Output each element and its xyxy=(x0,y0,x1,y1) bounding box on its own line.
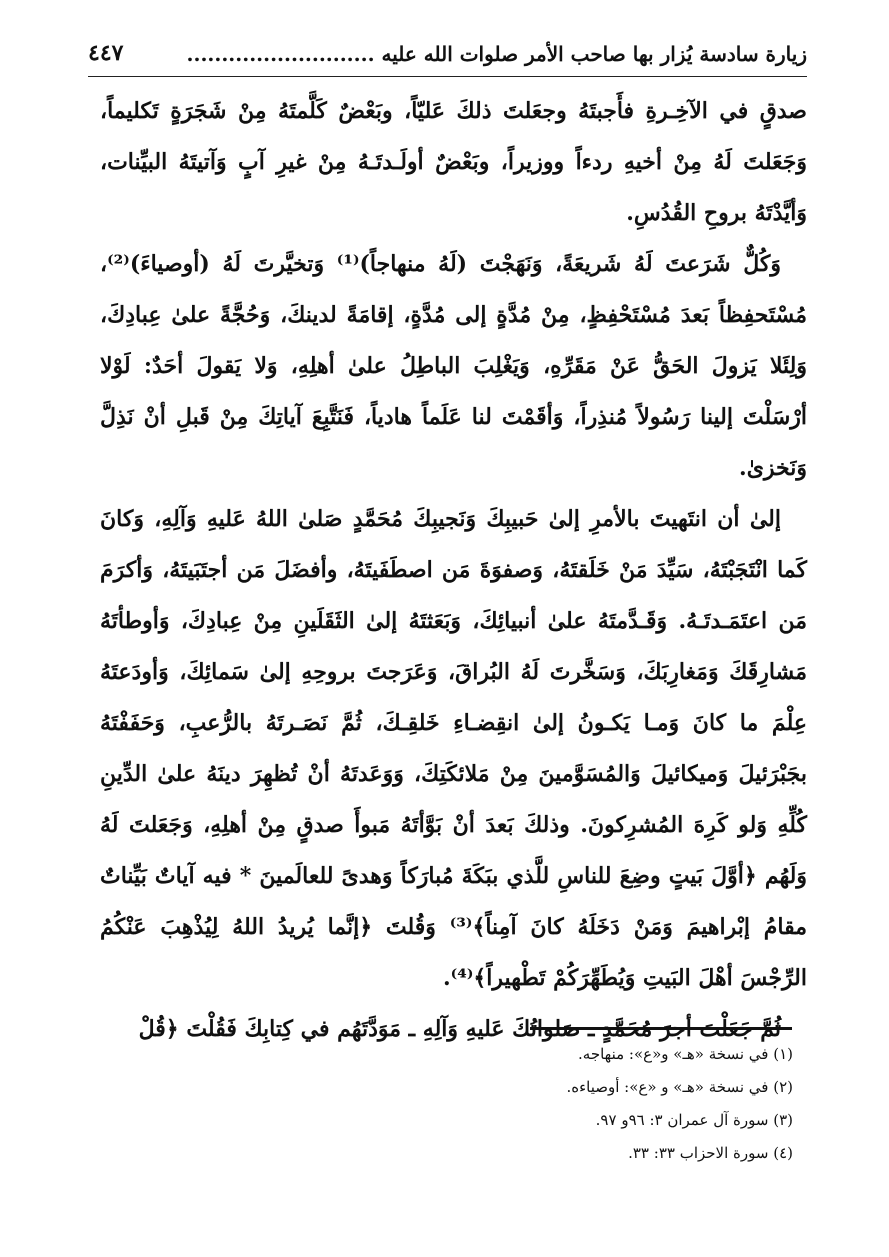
page-header xyxy=(88,36,807,77)
page-number: ٤٤٧ xyxy=(88,40,124,66)
footnote-1: (١) في نسخة «هـ» و«ع»: منهاجه. xyxy=(578,1045,793,1063)
footnote-2: (٢) في نسخة «هـ» و «ع»: أوصياءه. xyxy=(566,1078,793,1096)
paragraph-3: إلىٰ أن انتَهيتَ بالأمرِ إلىٰ حَبيبِكَ وَنَجيبِكَ مُحَمَّدٍ صَلىٰ اللهُ عَليهِ وَآلِهِ، وَكانَ كَما انْتَجَبْتَهُ، سَيِّدَ مَنْ خَلَقتَهُ، وَصفوَةَ مَن اصطَفَيتَهُ، وأفضَلَ مَن أجتَبَيتَهُ، وَأكرَمَ مَن اعتَمَـدتَـهُ. وَقَـدَّمتَهُ علىٰ أنبيائِكَ، وَبَعَثتَهُ إلىٰ الثَقَلَينِ مِنْ عِبادِكَ، وَأوطأتَهُ مَشارِقَكَ وَمَغارِبَكَ، وَسَخَّرتَ لَهُ البُراقَ، وَعَرَجتَ بروحِهِ إلىٰ سَمائِكَ، وَأودَعتَهُ عِلْمَ ما كانَ وَمـا يَكـونُ إلىٰ انقِضـاءِ خَلقِـكَ، ثُمَّ نَصَـرتَهُ بالرُّعبِ، وَحَفَفْتَهُ بجَبْرَئيلَ وَميكائيلَ وَالمُسَوَّمينَ مِنْ مَلائكَتِكَ، وَوَعَدتَهُ أنْ تُظهِرَ دينَهُ علىٰ الدِّينِ كُلِّهِ وَلو كَرِهَ المُشرِكونَ. وذلكَ بَعدَ أنْ بَوَّأتَهُ مَبوأَ صدقٍ مِنْ أهلِهِ، وَجَعَلتَ لَهُ وَلَهُم ﴿أوَّلَ بَيتٍ وضِعَ للناسِ للَّذي ببَكَةَ مُبارَكاً وَهدىً للعالَمينَ * فيه آياتٌ بَيِّناتٌ مقامُ إبْراهيمَ وَمَنْ دَخَلَهُ كانَ آمِناً﴾⁽³⁾ وَقُلتَ ﴿إنَّما يُريدُ اللهُ لِيُذْهِبَ عَنْكُمُ الرِّجْسَ أهْلَ البَيتِ وَيُطَهِّرَكُمْ تَطْهيراً﴾⁽⁴⁾. xyxy=(100,506,808,991)
paragraph-2: وَكُلٌّ شَرَعتَ لَهُ شَريعَةً، وَنَهَجْتَ (لَهُ منهاجاً)⁽¹⁾ وَتخيَّرتَ لَهُ (أوصياءَ)⁽²⁾، مُسْتَحفِظاً بَعدَ مُسْتَحْفِظٍ، مِنْ مُدَّةٍ إلى مُدَّةٍ، إقامَةً لدينكَ، وَحُجَّةً علىٰ عِبادِكَ، وَلِئَلا يَزولَ الحَقُّ عَنْ مَقَرِّهِ، وَيَغْلِبَ الباطِلُ علىٰ أهلِهِ، وَلا يَقولَ أحَدٌ: لَوْلا أرْسَلْتَ إلينا رَسُولاً مُنذِراً، وَأقَمْتَ لنا عَلَماً هادياً، فَنَتَّبِعَ آياتِكَ مِنْ قَبلِ أنْ نَذِلَّ وَنَخزىٰ. xyxy=(100,251,807,481)
footnotes xyxy=(393,1038,793,1170)
paragraph-1: صدقٍ في الآخِـرةِ فأَجبتَهُ وجعَلتَ ذلكَ عَليّاً، وبَعْضٌ كَلَّمتَهُ مِنْ شَجَرَةٍ تَكليماً، وَجَعَلتَ لَهُ مِنْ أخيهِ ردءاً ووزيراً، وبَعْضٌ أولَـدتَـهُ مِنْ غيرِ آبٍ وَآتيتَهُ البيِّنات، وَأيَّدْتَهُ بروحِ القُدُسِ. xyxy=(100,98,807,226)
footnote-4: (٤) سورة الاحزاب ٣٣: ٣٣. xyxy=(628,1144,793,1162)
footnote-divider xyxy=(530,1027,792,1030)
footnote-3: (٣) سورة آل عمران ٣: ٩٦و ٩٧. xyxy=(595,1111,793,1129)
running-title: زيارة سادسة يُزار بها صاحب الأمر صلوات الله عليه ........................... xyxy=(186,42,807,66)
body-text xyxy=(100,86,807,1055)
paragraph-4: ثُمَّ جَعَلْتَ أجرَ مُحَمَّدٍ ـ صَلواتُكَ عَليهِ وَآلِهِ ـ مَوَدَّتَهُم في كِتابِكَ فَقُلْتَ ﴿قُلْ xyxy=(138,1016,781,1042)
